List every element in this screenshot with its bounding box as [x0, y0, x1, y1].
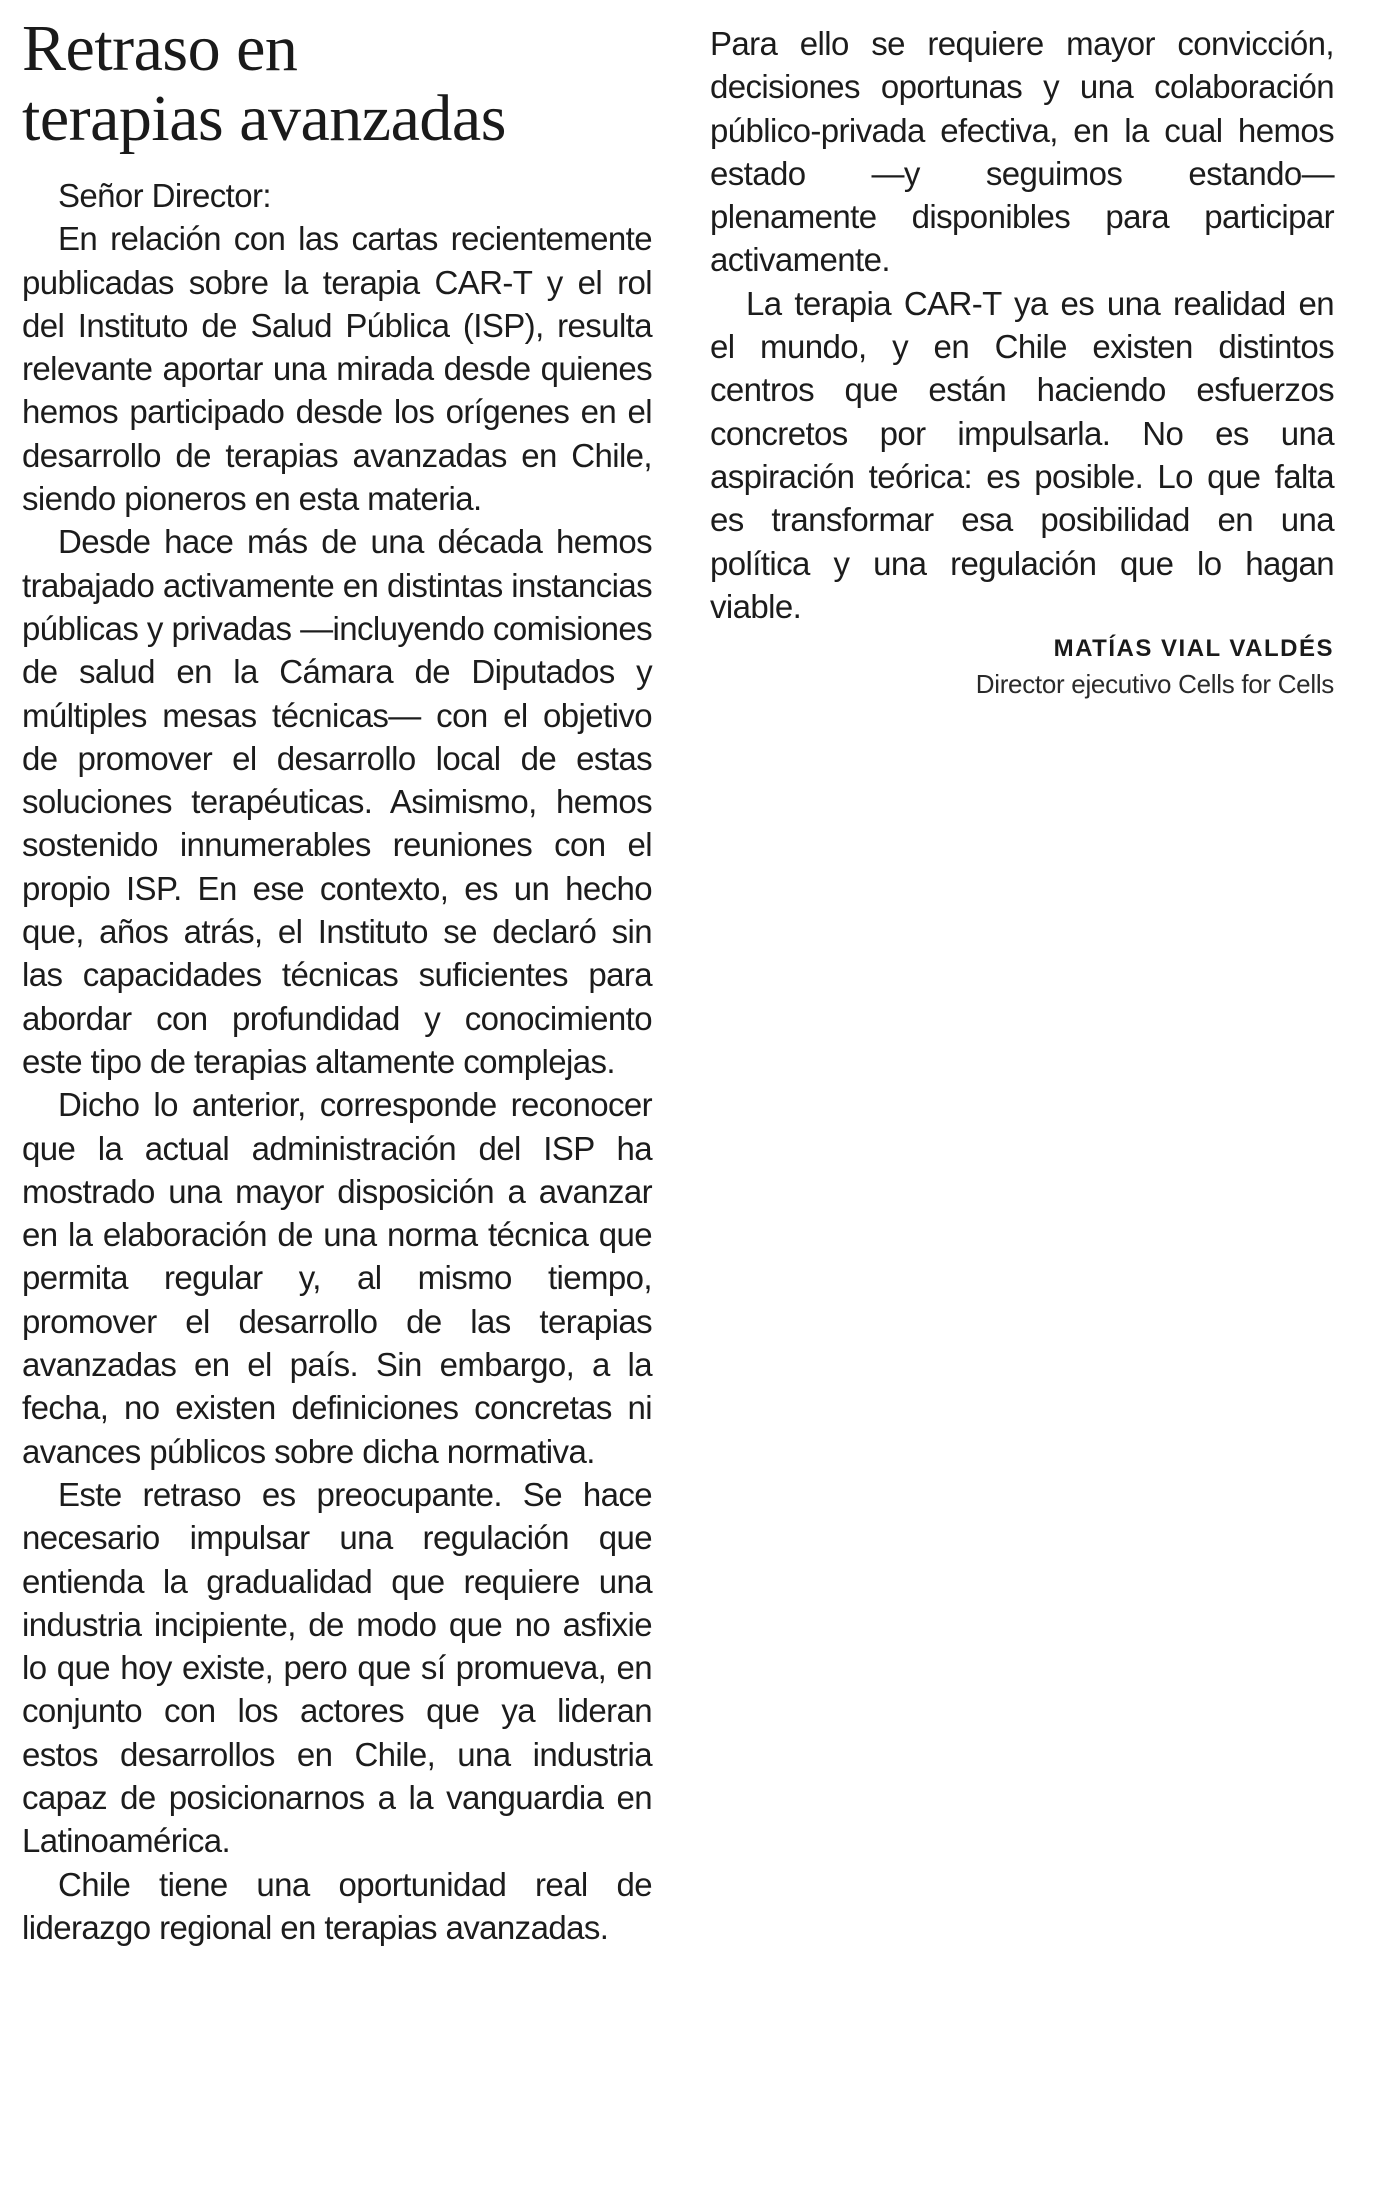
paragraph-5-continued: Para ello se requiere mayor convicción, decisiones oportunas y una colaboración público-privada efectiva, en la cual hemos estado —y seguimos estando— plenamente disponibles para participar activamente.	[710, 25, 1334, 279]
headline-line-1: Retraso en	[22, 12, 298, 85]
salutation: Señor Director:	[58, 177, 271, 214]
paragraph-3: Dicho lo anterior, corresponde reconocer que la actual administración del ISP ha mostrado una mayor disposición a avanzar en la elaboración de una norma técnica que permita regular y, al mismo tiempo, promover el desarrollo de las terapias avanzadas en el país. Sin embargo, a la fecha, no existen definiciones concretas ni avances públicos sobre dicha normativa.	[22, 1086, 652, 1470]
left-column	[22, 14, 652, 1949]
author-name: MATÍAS VIAL VALDÉS	[1053, 635, 1334, 663]
paragraph-1: En relación con las cartas recientemente publicadas sobre la terapia CAR-T y el rol del Instituto de Salud Pública (ISP), resulta relevante aportar una mirada desde quienes hemos participado desde los orígenes en el desarrollo de terapias avanzadas en Chile, siendo pioneros en esta materia.	[22, 220, 652, 518]
letter-body-left	[22, 174, 652, 1949]
author-role: Director ejecutivo Cells for Cells	[975, 669, 1334, 700]
letter-body-right	[710, 22, 1334, 628]
paragraph-6: La terapia CAR-T ya es una realidad en el mundo, y en Chile existen distintos centros que están haciendo esfuerzos concretos por impulsarla. No es una aspiración teórica: es posible. Lo que falta es transformar esa posibilidad en una política y una regulación que lo hagan viable.	[710, 284, 1334, 625]
headline-line-2: terapias avanzadas	[22, 82, 506, 155]
paragraph-2: Desde hace más de una década hemos trabajado activamente en distintas instancias públicas y privadas —incluyendo comisiones de salud en la Cámara de Diputados y múltiples mesas técnicas— con el objetivo de promover el desarrollo local de estas soluciones terapéuticas. Asimismo, hemos sostenido innumerables reuniones con el propio ISP. En ese contexto, es un hecho que, años atrás, el Instituto se declaró sin las capacidades técnicas suficientes para abordar con profundidad y conocimiento este tipo de terapias altamente complejas.	[22, 523, 652, 1080]
headline	[22, 14, 652, 154]
paragraph-5: Chile tiene una oportunidad real de liderazgo regional en terapias avanzadas.	[22, 1865, 652, 1946]
paragraph-4: Este retraso es preocupante. Se hace necesario impulsar una regulación que entienda la gradualidad que requiere una industria incipiente, de modo que no asfixie lo que hoy existe, pero que sí promueva, en conjunto con los actores que ya lideran estos desarrollos en Chile, una industria capaz de posicionarnos a la vanguardia en Latinoamérica.	[22, 1475, 652, 1860]
right-column	[710, 22, 1334, 702]
